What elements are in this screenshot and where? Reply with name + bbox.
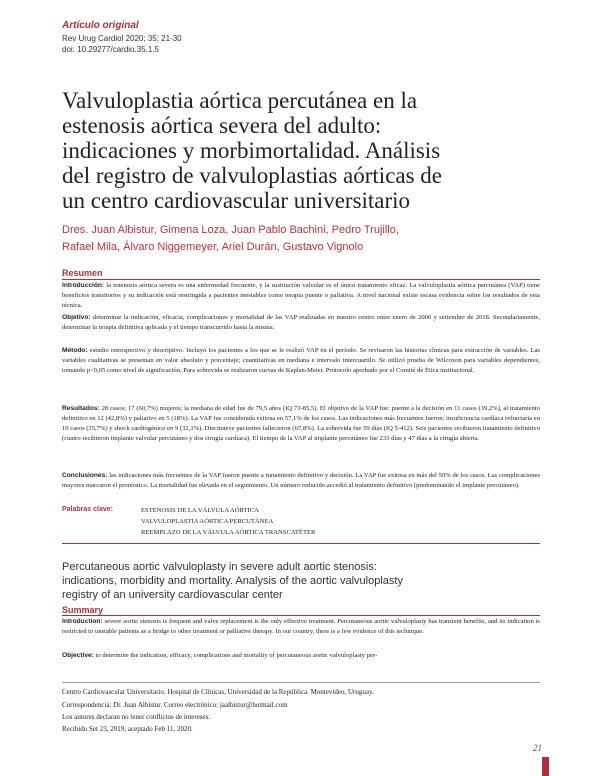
received-dates: Recibido Set 23, 2019; aceptado Feb 11, 2020. — [62, 725, 193, 733]
resumen-heading: Resumen — [62, 268, 103, 278]
section-divider — [62, 615, 540, 616]
title-line: indicaciones y morbimortalidad. Análisis — [62, 138, 441, 163]
english-title-line: registry of an university cardiovascular center — [62, 589, 283, 601]
title-line: Valvuloplastia aórtica percutánea en la — [62, 88, 418, 113]
title-line: del registro de valvuloplastias aórticas de — [62, 163, 443, 188]
conclusiones-text: las indicaciones más frecuentes de la VAP fueron puente a tratamiento definitivo y decisión. La VAP fue exitosa en más del 50% de los casos. Las complicaciones mayores marcaron el pronóstico. La mortalidad fue elevada en el seguimiento. Un número reducido accedió al tratamiento definitivo (predominando el implante percutáneo). — [62, 472, 540, 489]
abstract-objetivo — [62, 313, 540, 333]
title-line: un centro cardiovascular universitario — [62, 188, 411, 213]
summary-introduction — [62, 617, 540, 637]
english-title-line: Percutaneous aortic valvuloplasty in severe adult aortic stenosis: — [62, 561, 377, 573]
objetivo-label: Objetivo: — [62, 314, 91, 321]
conclusiones-label: Conclusiones: — [62, 472, 108, 479]
introduction-text: severe aortic stenosis is frequent and valve replacement is the only effective treatment. Percutaneous aortic valvuloplasty has transient benefits, and its indication is restricted to unstable patients as a bridge to other treatment or palliative therapy. In our country, there is a few evidence of this technique. — [62, 618, 540, 635]
introduccion-label: Introducción: — [62, 282, 105, 289]
metodo-text: estudio retrospectivo y descriptivo. Incluyó los pacientes a los que se le realizó VAP en el período. Se revisaron las historias clínicas para extracción de variables. Las variables cualitativas se presentan en valor absoluto y porcentaje; cuantitativas en mediana e intervalo intercuartilo. Se utilizó prueba de Wilcoxon para variables dependientes, tomando p<0,05 como nivel de significación. Para sobrevida se realizaron curvas de Kaplan-Meier. Protocolo aprobado por el Comité de Ética institucional. — [62, 347, 540, 374]
doi: doi: 10.29277/cardio.35.1.5 — [62, 45, 159, 54]
affiliation: Centro Cardiovascular Universitario. Hospital de Clínicas, Universidad de la República. Montevideo, Uruguay. — [62, 688, 374, 696]
correspondence: Correspondencia: Dr. Juan Albistur. Correo electrónico: jaalbistur@hotmail.com — [62, 701, 288, 709]
introduccion-text: la estenosis aórtica severa es una enfermedad frecuente, y la sustitución valvular es el único tratamiento eficaz. La valvuloplastia aórtica percutánea (VAP) tiene beneficios transitorios y su indicación está restringida a pacientes inestables como terapia puente o paliativa. A nivel nacional existe escasa evidencia sobre los resultados de esta técnica. — [62, 282, 540, 309]
journal-reference: Rev Urug Cardiol 2020; 35: 21-30 — [62, 34, 182, 43]
objective-label: Objective: — [62, 652, 94, 659]
keyword: REEMPLAZO DE LA VÁLVULA AÓRTICA TRANSCATÉTER — [141, 529, 316, 536]
section-divider — [62, 279, 540, 280]
page-number: 21 — [533, 743, 542, 753]
resultados-label: Resultados: — [62, 405, 100, 412]
abstract-resultados — [62, 404, 540, 444]
resultados-text: 28 casos; 17 (60,7%) mujeres; la mediana de edad fue de 79,5 años (IQ 73-85,5). El objetivo de la VAP fue: puente a la decisión en 11 casos (39,2%), al tratamiento definitivo en 12 (42,8%) y paliativo en 5 (18%). La VAP fue considerada exitosa en 57,1% de los casos. Las indicaciones más frecuentes fueron: insuficiencia cardíaca refractaria en 10 casos (35,7%) y shock cardiogénico en 9 (32,1%). Diecinueve pacientes fallecieron (67,8%). La sobrevida fue 59 días (IQ 5-412). Seis pacientes recibieron tratamiento definitivo (cuatro recibieron implante valvular percutáneo y dos cirugía cardíaca). El tiempo de la VAP al implante percutáneo fue 233 días y 47 días a la cirugía abierta. — [62, 405, 540, 442]
metodo-label: Método: — [62, 347, 88, 354]
keyword: ESTENOSIS DE LA VÁLVULA AÓRTICA — [141, 507, 259, 514]
section-divider — [62, 543, 540, 544]
page-color-tab — [542, 757, 549, 776]
article-type-label: Artículo original — [62, 20, 139, 31]
abstract-metodo — [62, 346, 540, 376]
authors-line: Rafael Mila, Álvaro Niggemeyer, Ariel Durán, Gustavo Vignolo — [62, 241, 364, 253]
english-title — [62, 560, 540, 602]
title-line: estenosis aórtica severa del adulto: — [62, 113, 382, 138]
summary-heading: Summary — [62, 605, 104, 615]
keyword: VALVULOPLASTIA AÓRTICA PERCUTÁNEA — [141, 518, 274, 525]
abstract-conclusiones — [62, 471, 540, 491]
author-list — [62, 222, 542, 256]
summary-objective — [62, 651, 540, 661]
objective-text: to determine the indication, efficacy, complications and mortality of percutaneous aortic valvuloplasty per- — [93, 652, 378, 659]
keywords-label: Palabras clave: — [62, 506, 113, 513]
article-title — [62, 88, 542, 213]
objetivo-text: determinar la indicación, eficacia, complicaciones y mortalidad de las VAP realizadas en nuestro centro entre enero de 2006 y setiembre de 2018. Secundariamente, determinar la terapia definitiva aplicada y el tiempo transcurrido hasta la misma. — [62, 314, 540, 331]
english-title-line: indications, morbidity and mortality. Analysis of the aortic valvuloplasty — [62, 575, 403, 587]
footer-divider — [62, 682, 540, 683]
introduction-label: Introduction: — [62, 618, 103, 625]
conflicts-statement: Los autores declaran no tener conflictos de intereses. — [62, 713, 211, 721]
abstract-introduccion — [62, 281, 540, 311]
authors-line: Dres. Juan Albistur, Gimena Loza, Juan Pablo Bachini, Pedro Trujillo, — [62, 224, 399, 236]
